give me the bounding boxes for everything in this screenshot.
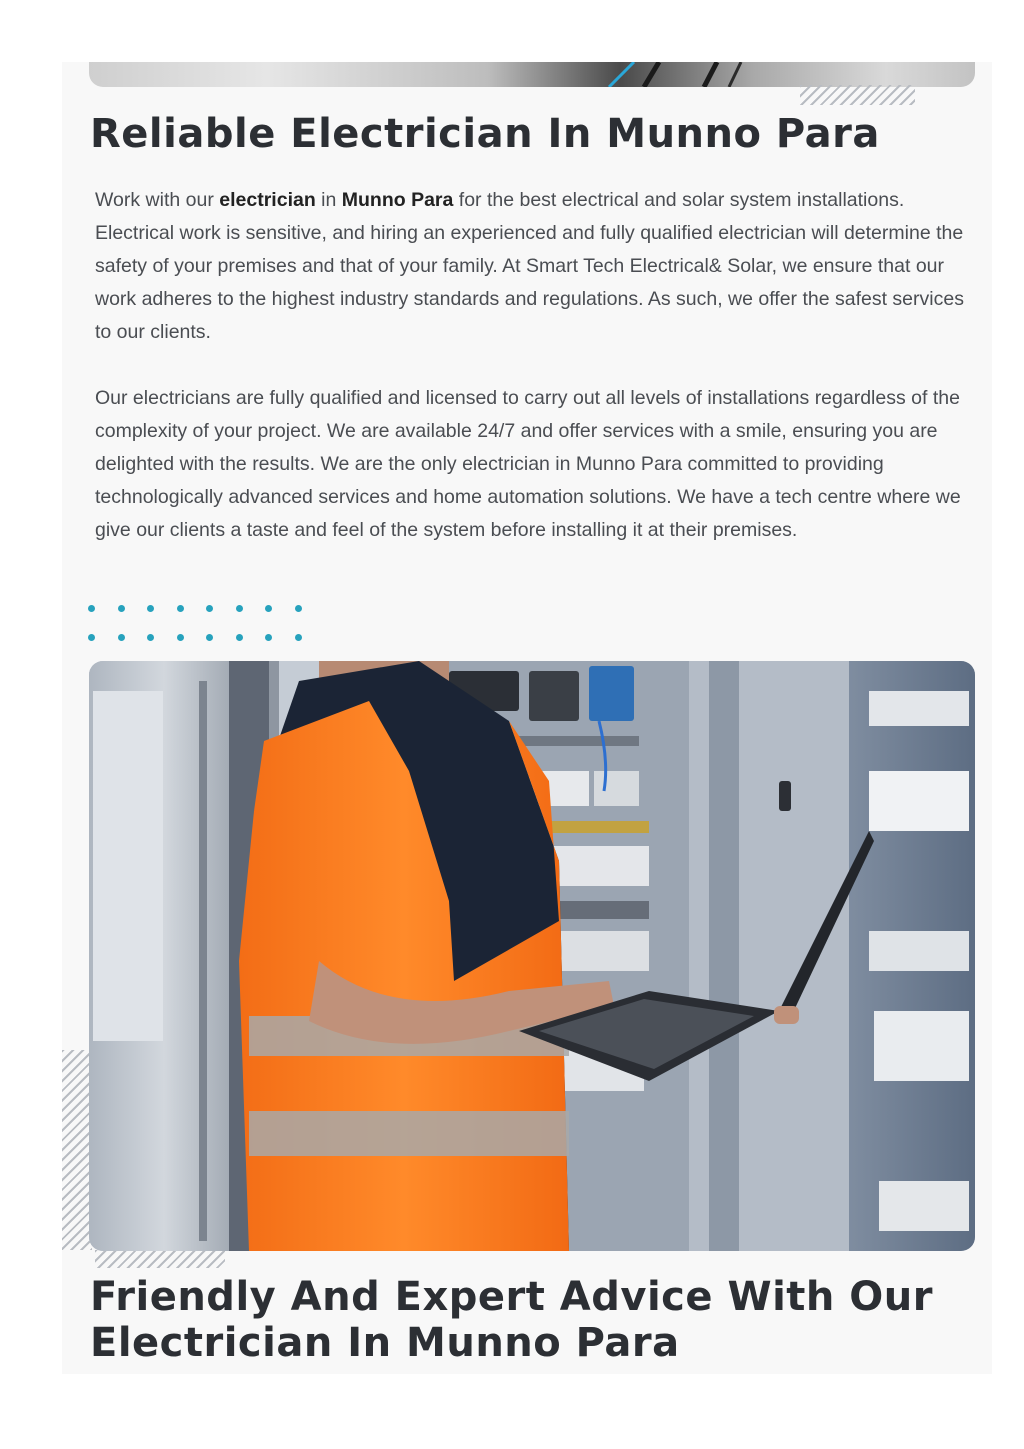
location-munno-para: Munno Para [341, 189, 454, 211]
decorative-dot [206, 634, 213, 641]
decorative-dot [295, 605, 302, 612]
decorative-dot [295, 634, 302, 641]
decorative-dot [265, 634, 272, 641]
link-electrician: electrician [219, 189, 316, 211]
decorative-dot [177, 634, 184, 641]
electrician-photo [89, 661, 975, 1251]
intro-paragraph: Work with our electrician in Munno Para for the best electrical and solar system installations. Electrical work is sensitive, and hiring an experienced and fully qualified electrician will determine the safety of your premises and that of your family. At Smart Tech Electrical& Solar, we ensure that our work adheres to the highest industry standards and regulations. As such, we offer the safest services to our clients. [95, 189, 964, 343]
decorative-stripes-top [800, 85, 915, 105]
decorative-dot [118, 634, 125, 641]
decorative-dot [236, 605, 243, 612]
decorative-dot [236, 634, 243, 641]
decorative-stripes-bottom [95, 1250, 225, 1268]
electrician-with-laptop-illustration [89, 661, 975, 1251]
decorative-dot [118, 605, 125, 612]
decorative-dot [265, 605, 272, 612]
section-heading-friendly: Friendly And Expert Advice With Our Electrician In Munno Para [90, 1274, 934, 1366]
decorative-dot-grid [88, 605, 308, 647]
decorative-dot [88, 605, 95, 612]
decorative-dot [206, 605, 213, 612]
decorative-dot [88, 634, 95, 641]
section-heading-reliable: Reliable Electrician In Munno Para [90, 111, 880, 157]
decorative-dot [147, 605, 154, 612]
decorative-dot [177, 605, 184, 612]
decorative-stripes-left [62, 1050, 92, 1250]
decorative-dot [147, 634, 154, 641]
qualifications-paragraph: Our electricians are fully qualified and licensed to carry out all levels of installations regardless of the complexity of your project. We are available 24/7 and offer services with a smile, ensuring you are delighted with the results. We are the only electrician in Munno Para committed to providing technologically advanced services and home automation solutions. We have a tech centre where we give our clients a taste and feel of the system before installing it at their premises. [95, 387, 961, 541]
cables-illustration [89, 62, 975, 87]
top-cropped-photo [89, 62, 975, 87]
